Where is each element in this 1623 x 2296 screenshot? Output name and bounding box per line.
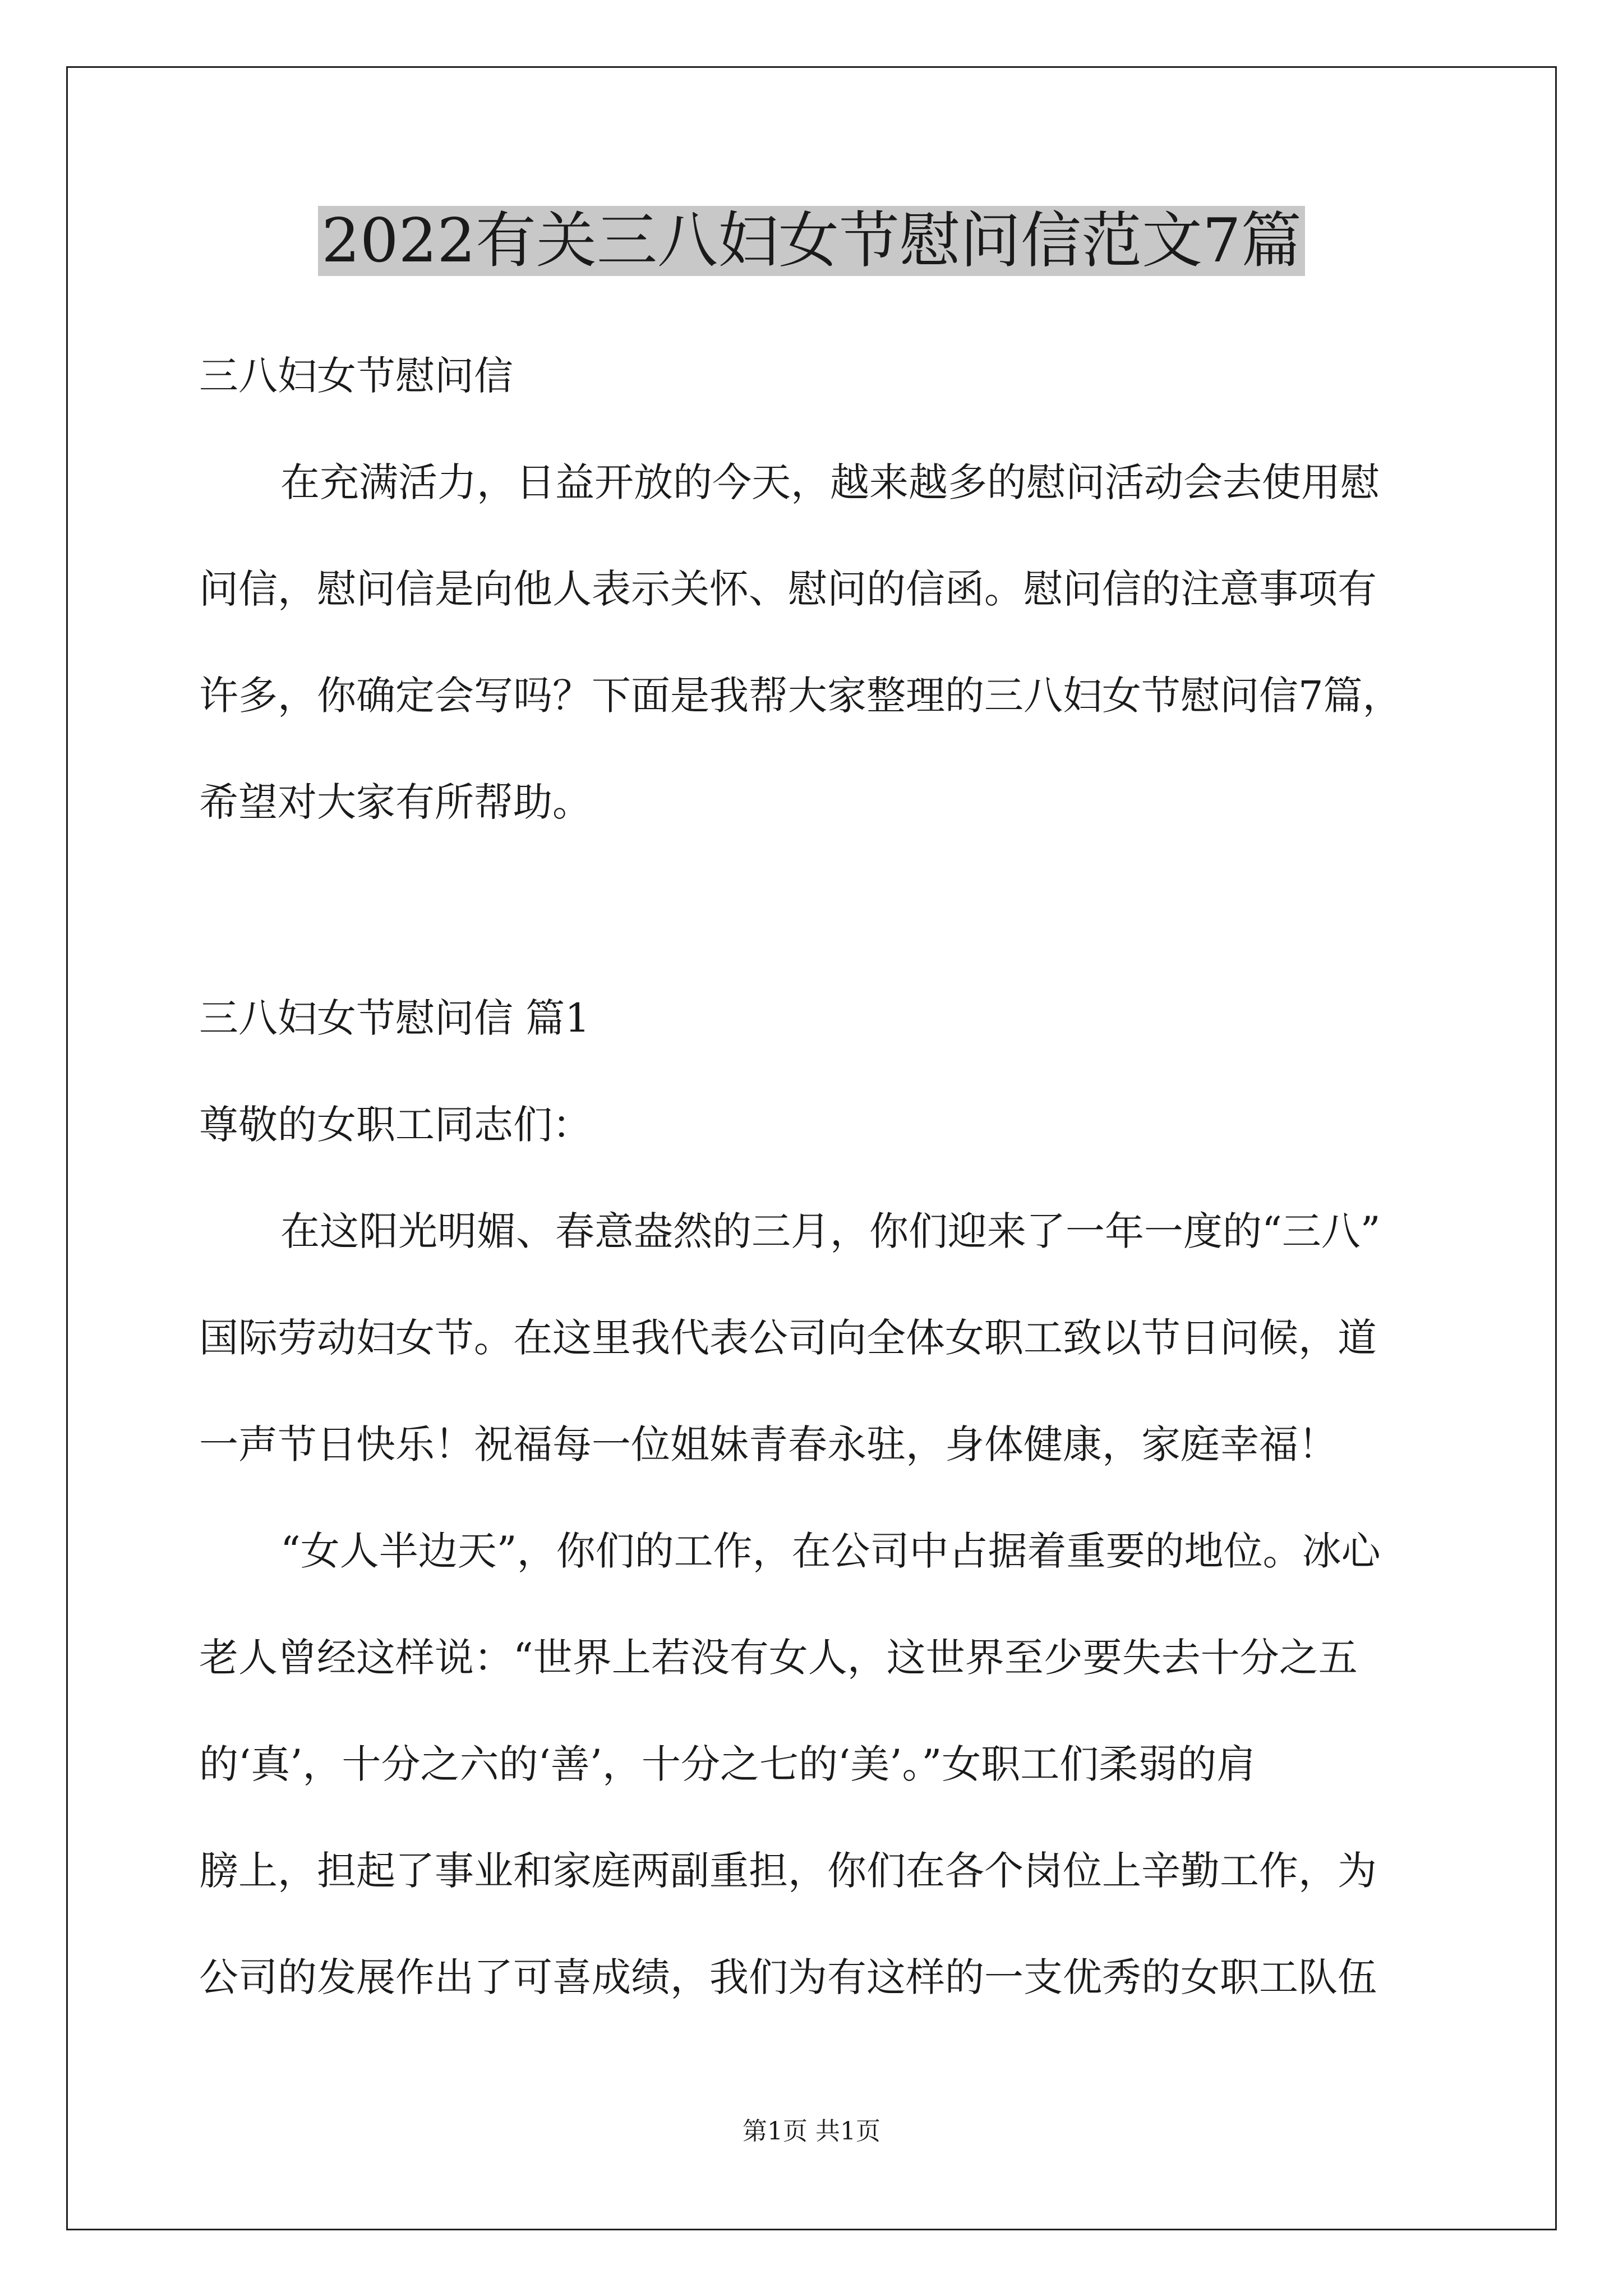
para2-line-3: 的‘真’，十分之六的‘善’，十分之七的‘美’。”女职工们柔弱的肩 <box>199 1741 1256 1787</box>
article-heading: 三八妇女节慰问信 篇1 <box>199 995 590 1041</box>
para2-line-4: 膀上，担起了事业和家庭两副重担，你们在各个岗位上辛勤工作，为 <box>199 1848 1377 1894</box>
para1-line-1: 在这阳光明媚、春意盎然的三月，你们迎来了一年一度的“三八” <box>280 1208 1381 1254</box>
para2-line-1: “女人半边天”，你们的工作，在公司中占据着重要的地位。冰心 <box>280 1528 1381 1574</box>
salutation: 尊敬的女职工同志们： <box>199 1102 592 1148</box>
intro-line-4: 希望对大家有所帮助。 <box>199 779 592 825</box>
page-footer: 第1页 共1页 <box>743 2117 880 2146</box>
intro-line-2: 问信，慰问信是向他人表示关怀、慰问的信函。慰问信的注意事项有 <box>199 566 1377 612</box>
para2-line-2: 老人曾经这样说：“世界上若没有女人，这世界至少要失去十分之五 <box>199 1635 1358 1681</box>
intro-line-1: 在充满活力，日益开放的今天，越来越多的慰问活动会去使用慰 <box>280 459 1380 505</box>
para2-line-5: 公司的发展作出了可喜成绩，我们为有这样的一支优秀的女职工队伍 <box>199 1954 1377 2000</box>
section-heading: 三八妇女节慰问信 <box>199 353 513 399</box>
title-text: 2022有关三八妇女节慰问信范文7篇 <box>318 206 1305 276</box>
document-title <box>0 199 1623 283</box>
intro-line-3: 许多，你确定会写吗？下面是我帮大家整理的三八妇女节慰问信7篇， <box>199 673 1402 719</box>
para1-line-2: 国际劳动妇女节。在这里我代表公司向全体女职工致以节日问候，道 <box>199 1315 1377 1361</box>
para1-line-3: 一声节日快乐！祝福每一位姐妹青春永驻，身体健康，家庭幸福！ <box>199 1421 1338 1467</box>
